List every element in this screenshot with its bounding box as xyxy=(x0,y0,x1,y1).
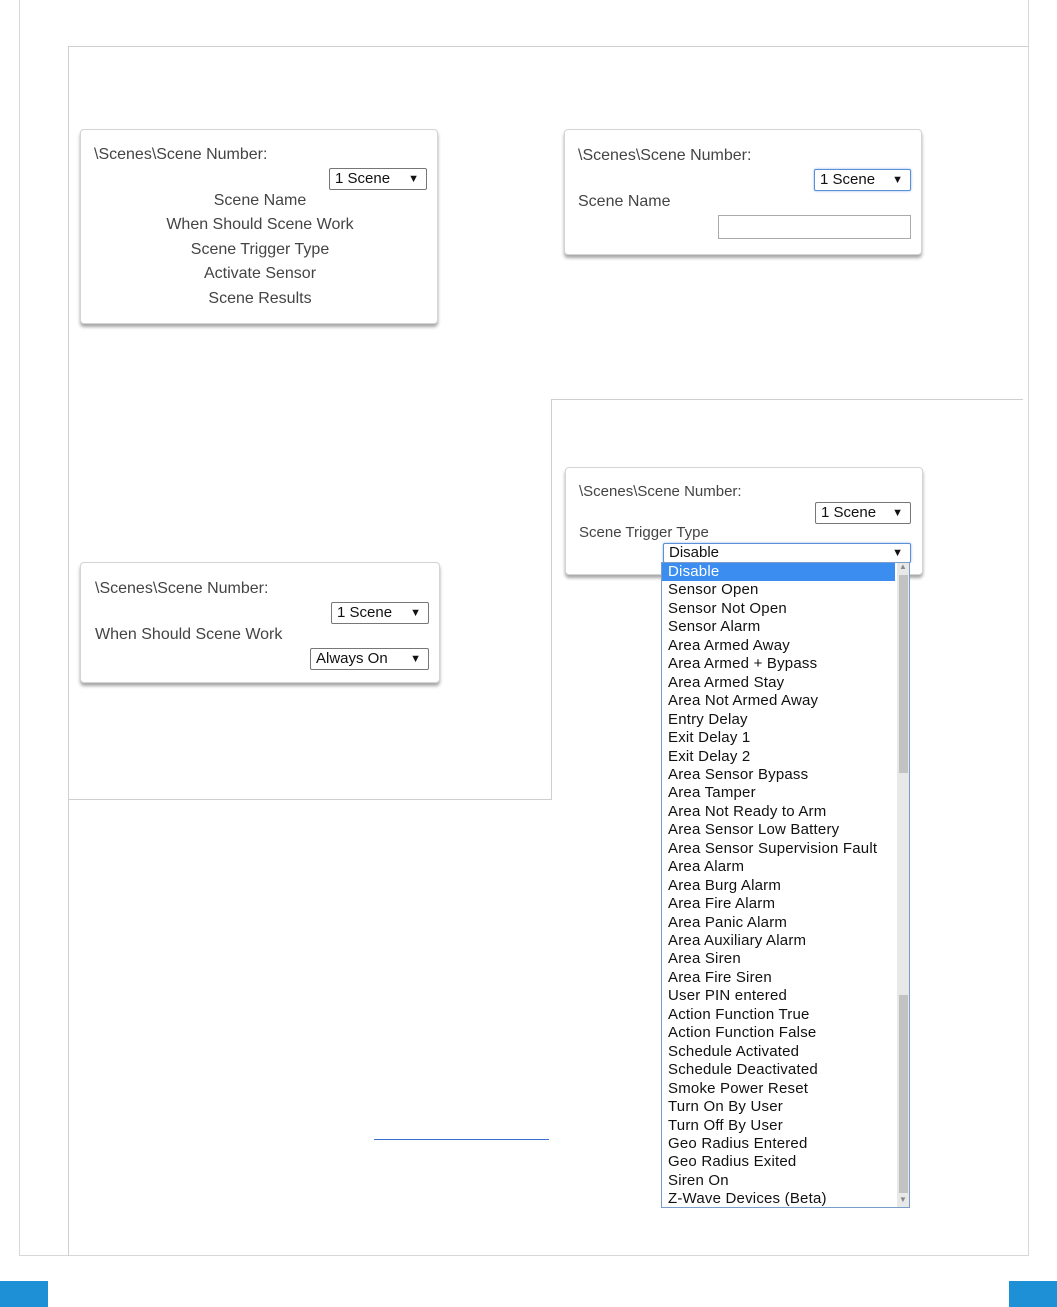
scene-number-label: \Scenes\Scene Number: xyxy=(95,580,269,597)
inset-frame-top xyxy=(551,399,1023,400)
scene-number-select[interactable] xyxy=(329,168,427,190)
menu-scene-trigger-type[interactable]: Scene Trigger Type xyxy=(190,241,330,258)
dropdown-option[interactable]: Area Auxiliary Alarm xyxy=(668,932,807,949)
dropdown-option[interactable]: Area Not Armed Away xyxy=(668,692,819,710)
scene-overview-panel xyxy=(80,129,438,324)
dropdown-option[interactable]: Area Armed Away xyxy=(668,636,790,654)
scene-trigger-panel xyxy=(565,467,923,575)
dropdown-option[interactable]: Schedule Deactivated xyxy=(668,1061,818,1079)
dropdown-option[interactable]: Area Sensor Supervision Fault xyxy=(668,839,878,857)
scene-work-select[interactable] xyxy=(310,648,429,670)
footer-accent-left xyxy=(0,1281,48,1307)
dropdown-option[interactable]: Sensor Alarm xyxy=(668,618,761,636)
hyperlink-underline[interactable] xyxy=(374,1139,549,1140)
dropdown-option[interactable]: Area Sensor Low Battery xyxy=(668,821,840,839)
dropdown-scrollbar-thumb[interactable] xyxy=(899,575,908,773)
dropdown-option[interactable]: Action Function False xyxy=(668,1024,817,1042)
dropdown-option[interactable]: Area Alarm xyxy=(668,858,745,876)
scene-number-select[interactable] xyxy=(331,602,429,624)
scene-trigger-dropdown-list[interactable] xyxy=(661,562,910,1208)
scene-work-value: Always On xyxy=(316,650,388,667)
inner-frame-top xyxy=(68,46,1029,47)
dropdown-option[interactable]: User PIN entered xyxy=(668,987,788,1005)
dropdown-option[interactable]: Area Armed Stay xyxy=(668,673,785,691)
scene-number-value: 1 Scene xyxy=(821,504,877,521)
dropdown-option[interactable]: Schedule Activated xyxy=(668,1042,800,1060)
dropdown-option[interactable]: Smoke Power Reset xyxy=(668,1079,809,1097)
scene-number-value: 1 Scene xyxy=(820,171,876,188)
dropdown-option[interactable]: Area Fire Siren xyxy=(668,968,772,986)
scene-work-label: When Should Scene Work xyxy=(95,626,283,643)
scene-number-value: 1 Scene xyxy=(337,604,393,621)
footer-accent-right xyxy=(1009,1281,1057,1307)
dropdown-option[interactable]: Turn Off By User xyxy=(668,1116,783,1134)
dropdown-option[interactable]: Area Sensor Bypass xyxy=(668,765,809,783)
dropdown-option[interactable]: Area Fire Alarm xyxy=(668,895,776,913)
dropdown-option[interactable]: Z-Wave Devices (Beta) xyxy=(668,1190,827,1208)
scene-number-label: \Scenes\Scene Number: xyxy=(579,483,742,500)
scene-trigger-value: Disable xyxy=(669,544,720,561)
menu-activate-sensor[interactable]: Activate Sensor xyxy=(203,265,317,282)
inset-frame-bottom xyxy=(68,799,552,800)
dropdown-option[interactable]: Action Function True xyxy=(668,1005,810,1023)
dropdown-option[interactable]: Exit Delay 1 xyxy=(668,729,751,747)
scene-number-select[interactable] xyxy=(814,169,911,191)
triangle-down-icon: ▼ xyxy=(892,547,903,559)
scene-number-select[interactable] xyxy=(815,502,911,524)
menu-scene-name[interactable]: Scene Name xyxy=(213,192,307,209)
inset-frame-left xyxy=(551,399,552,800)
dropdown-option[interactable]: Sensor Not Open xyxy=(668,599,787,617)
triangle-down-icon: ▼ xyxy=(408,173,419,185)
dropdown-option[interactable]: Geo Radius Exited xyxy=(668,1153,797,1171)
scene-name-panel xyxy=(564,129,922,255)
scene-name-input[interactable] xyxy=(718,215,911,239)
dropdown-option[interactable]: Turn On By User xyxy=(668,1098,783,1116)
scroll-down-icon[interactable]: ▼ xyxy=(899,1195,907,1204)
dropdown-option[interactable]: Area Burg Alarm xyxy=(668,876,782,894)
scene-trigger-label: Scene Trigger Type xyxy=(579,524,709,541)
dropdown-option[interactable]: Sensor Open xyxy=(668,581,759,599)
menu-scene-results[interactable]: Scene Results xyxy=(208,290,312,307)
menu-when-should-scene-work[interactable]: When Should Scene Work xyxy=(166,216,354,233)
triangle-down-icon: ▼ xyxy=(892,507,903,519)
triangle-down-icon: ▼ xyxy=(892,174,903,186)
inner-frame-left xyxy=(68,46,69,1256)
dropdown-option[interactable]: Area Not Ready to Arm xyxy=(668,802,827,820)
scene-trigger-select[interactable] xyxy=(663,543,911,563)
scroll-up-icon[interactable]: ▲ xyxy=(899,562,907,571)
scene-number-label: \Scenes\Scene Number: xyxy=(94,146,268,163)
dropdown-option[interactable]: Area Tamper xyxy=(668,784,756,802)
dropdown-option[interactable]: Exit Delay 2 xyxy=(668,747,751,765)
dropdown-option[interactable]: Area Armed + Bypass xyxy=(668,655,818,673)
dropdown-option[interactable]: Geo Radius Entered xyxy=(668,1134,808,1152)
scene-name-label: Scene Name xyxy=(578,193,671,210)
scene-number-label: \Scenes\Scene Number: xyxy=(578,147,752,164)
dropdown-option[interactable]: Entry Delay xyxy=(668,710,748,728)
scene-number-value: 1 Scene xyxy=(335,170,391,187)
dropdown-option[interactable]: Disable xyxy=(662,563,895,581)
scene-work-panel xyxy=(80,562,440,683)
dropdown-option[interactable]: Siren On xyxy=(668,1171,729,1189)
dropdown-option[interactable]: Area Panic Alarm xyxy=(668,913,788,931)
triangle-down-icon: ▼ xyxy=(410,607,421,619)
triangle-down-icon: ▼ xyxy=(410,653,421,665)
dropdown-option[interactable]: Area Siren xyxy=(668,950,741,968)
dropdown-scrollbar-thumb-lower[interactable] xyxy=(899,995,908,1193)
